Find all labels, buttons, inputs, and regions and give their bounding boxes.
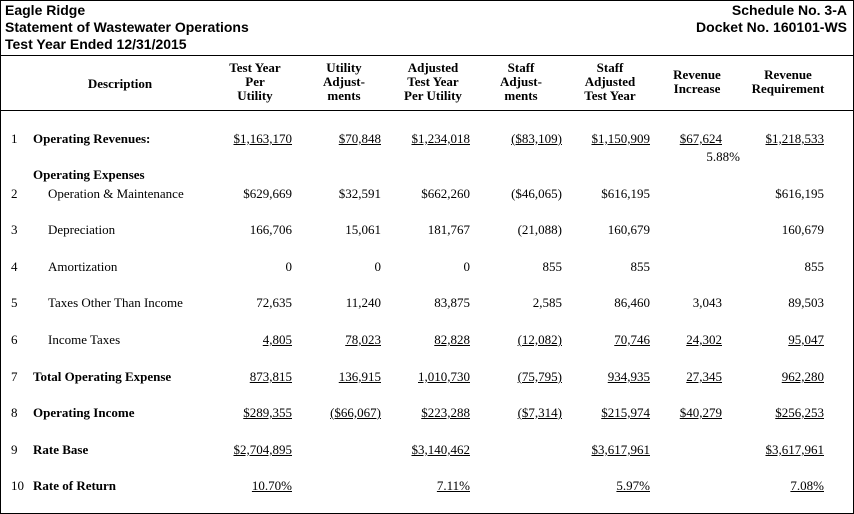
row-value: $1,150,909	[591, 131, 650, 146]
col-adjusted-test-year: Adjusted Test Year Per Utility	[404, 60, 462, 103]
row-number: 10	[11, 478, 24, 493]
row-value: 86,460	[614, 295, 650, 310]
row-value: ($46,065)	[511, 186, 562, 201]
row-value: $3,617,961	[591, 442, 650, 457]
row-value: $289,355	[243, 405, 292, 420]
row-value: $1,218,533	[765, 131, 824, 146]
row-label: Income Taxes	[48, 332, 121, 347]
row-value: $2,704,895	[233, 442, 292, 457]
row-label: Total Operating Expense	[33, 369, 172, 384]
row-label: Operating Revenues:	[33, 131, 151, 146]
col-staff-adjustments: Staff Adjust- ments	[500, 60, 542, 103]
row-value: 89,503	[788, 295, 824, 310]
row-value: 27,345	[686, 369, 722, 384]
row-value: 0	[285, 259, 292, 274]
row-value: 11,240	[345, 295, 381, 310]
row-value: (21,088)	[517, 222, 562, 237]
docket-number: Docket No. 160101-WS	[696, 19, 847, 35]
col-revenue-requirement: Revenue Requirement	[751, 67, 825, 96]
row-value: $32,591	[338, 186, 381, 201]
row-value: ($66,067)	[330, 405, 381, 420]
row-value: 1,010,730	[418, 369, 470, 384]
row-value: 166,706	[249, 222, 292, 237]
row-value: 72,635	[256, 295, 292, 310]
row-value: 855	[542, 259, 562, 274]
row-label: Rate of Return	[33, 478, 117, 493]
row-value: 95,047	[788, 332, 824, 347]
row-value: 136,915	[338, 369, 381, 384]
row-value: 24,302	[686, 332, 722, 347]
row-value: (75,795)	[517, 369, 562, 384]
row-value: $1,234,018	[411, 131, 470, 146]
row-value: 3,043	[692, 295, 722, 310]
row-value: $215,974	[601, 405, 650, 420]
col-staff-adjusted: Staff Adjusted Test Year	[584, 60, 636, 103]
header-rule	[0, 55, 854, 56]
col-description: Description	[87, 76, 153, 91]
row-number: 6	[11, 332, 18, 347]
row-label: Operation & Maintenance	[48, 186, 184, 201]
row-number: 4	[11, 259, 18, 274]
row-value: (12,082)	[517, 332, 562, 347]
row-number: 3	[11, 222, 18, 237]
section-operating-expenses: Operating Expenses	[33, 167, 145, 182]
statement-title: Statement of Wastewater Operations	[5, 19, 249, 35]
row-value: ($83,109)	[511, 131, 562, 146]
row-label: Depreciation	[48, 222, 116, 237]
row-value: 4,805	[262, 332, 292, 347]
row-label: Taxes Other Than Income	[48, 295, 183, 310]
row-value: 7.08%	[790, 478, 824, 493]
row-value: 82,828	[434, 332, 470, 347]
row-value: $223,288	[421, 405, 470, 420]
period-title: Test Year Ended 12/31/2015	[5, 36, 187, 52]
row-value: 15,061	[345, 222, 381, 237]
row-number: 2	[11, 186, 18, 201]
row-value: 5.97%	[616, 478, 650, 493]
row-number: 1	[11, 131, 18, 146]
row-value: $1,163,170	[233, 131, 292, 146]
row-value: $3,617,961	[765, 442, 824, 457]
row-value: $3,140,462	[411, 442, 470, 457]
column-header-rule	[0, 110, 854, 111]
row-value: $616,195	[775, 186, 824, 201]
row-value: 10.70%	[251, 478, 292, 493]
row-value: 855	[804, 259, 824, 274]
row-number: 5	[11, 295, 18, 310]
row-value: $662,260	[421, 186, 470, 201]
row-value: 160,679	[781, 222, 824, 237]
row-value: 83,875	[434, 295, 470, 310]
row-value: 2,585	[532, 295, 562, 310]
row-value: $616,195	[601, 186, 650, 201]
row-number: 7	[11, 369, 18, 384]
row-value: $67,624	[679, 131, 722, 146]
revenue-increase-pct: 5.88%	[706, 149, 740, 164]
row-value: 70,746	[614, 332, 650, 347]
row-value: 160,679	[607, 222, 650, 237]
utility-name: Eagle Ridge	[5, 2, 86, 18]
col-test-year: Test Year Per Utility	[229, 60, 281, 103]
col-revenue-increase: Revenue Increase	[673, 67, 721, 96]
row-value: 181,767	[427, 222, 470, 237]
col-utility-adjustments: Utility Adjust- ments	[323, 60, 365, 103]
row-label: Amortization	[48, 259, 118, 274]
row-value: 934,935	[607, 369, 650, 384]
row-value: 78,023	[345, 332, 381, 347]
row-value: 873,815	[249, 369, 292, 384]
row-label: Operating Income	[33, 405, 135, 420]
row-value: 855	[630, 259, 650, 274]
row-value: $70,848	[338, 131, 381, 146]
row-value: ($7,314)	[517, 405, 562, 420]
row-value: $256,253	[775, 405, 824, 420]
row-value: $629,669	[243, 186, 292, 201]
row-number: 8	[11, 405, 18, 420]
row-value: 962,280	[781, 369, 824, 384]
row-value: 0	[374, 259, 381, 274]
schedule-number: Schedule No. 3-A	[731, 2, 847, 18]
row-number: 9	[11, 442, 18, 457]
row-value: 7.11%	[436, 478, 470, 493]
row-label: Rate Base	[33, 442, 89, 457]
row-value: $40,279	[679, 405, 722, 420]
row-value: 0	[463, 259, 470, 274]
